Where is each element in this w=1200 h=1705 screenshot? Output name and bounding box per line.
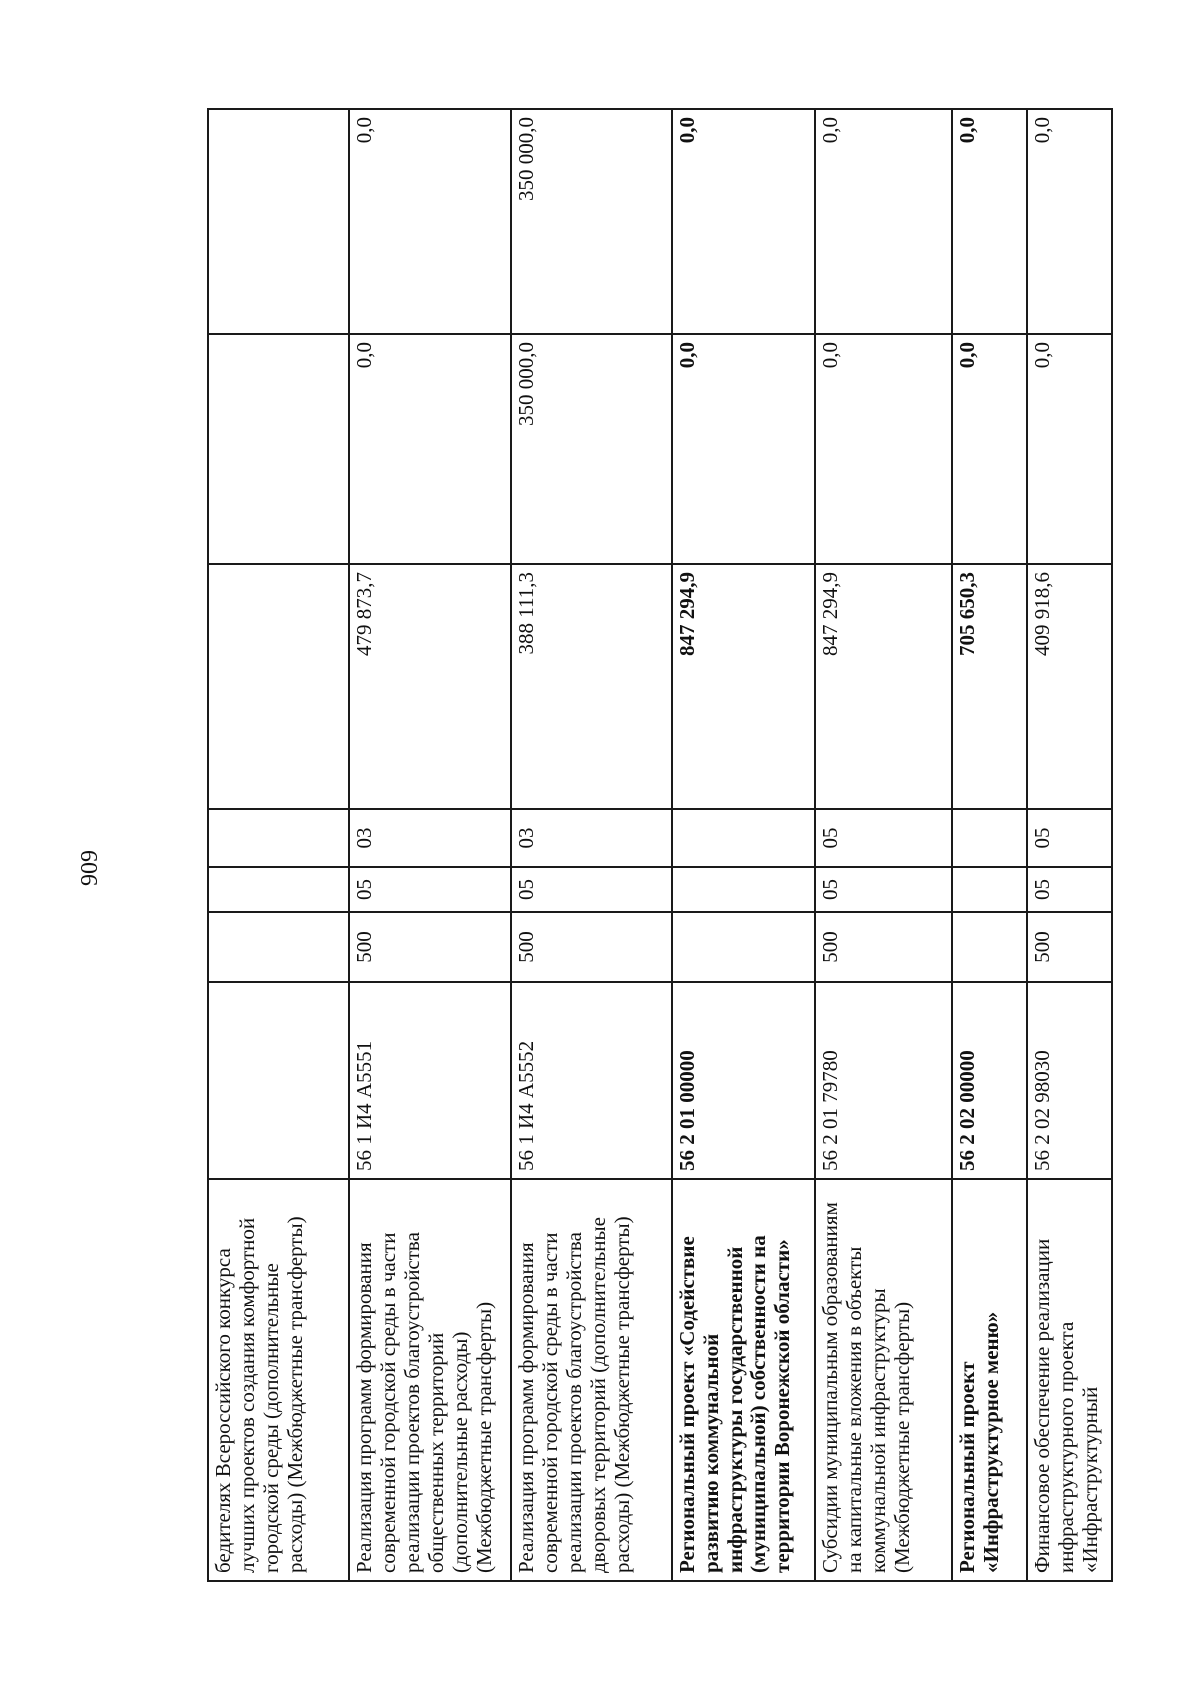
cell-pr: 03	[511, 809, 671, 867]
cell-sum-3: 0,0	[815, 109, 952, 334]
cell-sum-3: 350 000,0	[511, 109, 671, 334]
cell-csr: 56 2 01 00000	[672, 982, 815, 1179]
table-row	[672, 109, 815, 1581]
table-row	[1027, 109, 1112, 1581]
cell-description: Региональный проект «Инфраструктурное меню»	[952, 1179, 1027, 1581]
cell-vr: 500	[1027, 912, 1112, 982]
cell-sum-1: 847 294,9	[672, 564, 815, 809]
budget-table-rotated	[207, 110, 1113, 1582]
table-row	[815, 109, 952, 1581]
cell-csr: 56 2 02 00000	[952, 982, 1027, 1179]
cell-rz: 05	[1027, 867, 1112, 912]
cell-pr: 05	[815, 809, 952, 867]
cell-sum-2: 0,0	[672, 334, 815, 564]
cell-csr: 56 1 И4 А5551	[349, 982, 511, 1179]
cell-description: Реализация программ формирования современной городской среды в части реализации проектов благоустройства дворовых территорий (дополнительные расходы) (Межбюджетные трансферты)	[511, 1179, 671, 1581]
cell-rz	[672, 867, 815, 912]
cell-description: бедителях Всероссийского конкурса лучших проектов создания комфортной городской среды (дополнительные расходы) (Межбюджетные трансферты)	[208, 1179, 349, 1581]
cell-vr: 500	[511, 912, 671, 982]
cell-rz: 05	[815, 867, 952, 912]
cell-csr: 56 2 02 98030	[1027, 982, 1112, 1179]
cell-sum-1: 388 111,3	[511, 564, 671, 809]
cell-description: Региональный проект «Содействие развитию коммунальной инфраструктуры государственной (муниципальной) собственности на территории Воронежской области»	[672, 1179, 815, 1581]
cell-sum-1: 705 650,3	[952, 564, 1027, 809]
cell-rz: 05	[349, 867, 511, 912]
cell-sum-3	[208, 109, 349, 334]
cell-vr	[208, 912, 349, 982]
cell-csr	[208, 982, 349, 1179]
cell-sum-2: 0,0	[815, 334, 952, 564]
cell-csr: 56 2 01 79780	[815, 982, 952, 1179]
cell-sum-1: 847 294,9	[815, 564, 952, 809]
cell-sum-2: 0,0	[349, 334, 511, 564]
cell-sum-3: 0,0	[952, 109, 1027, 334]
table-row	[349, 109, 511, 1581]
cell-description: Субсидии муниципальным образованиям на капитальные вложения в объекты коммунальной инфраструктуры (Межбюджетные трансферты)	[815, 1179, 952, 1581]
cell-sum-3: 0,0	[1027, 109, 1112, 334]
cell-vr: 500	[815, 912, 952, 982]
cell-sum-2: 0,0	[952, 334, 1027, 564]
cell-rz	[208, 867, 349, 912]
table-row	[208, 109, 349, 1581]
table-row	[511, 109, 671, 1581]
cell-sum-1: 479 873,7	[349, 564, 511, 809]
page-number: 909	[77, 850, 103, 886]
table-row	[952, 109, 1027, 1581]
cell-sum-1	[208, 564, 349, 809]
cell-vr	[672, 912, 815, 982]
cell-sum-1: 409 918,6	[1027, 564, 1112, 809]
cell-vr: 500	[349, 912, 511, 982]
cell-sum-2: 350 000,0	[511, 334, 671, 564]
cell-pr	[952, 809, 1027, 867]
budget-table	[207, 108, 1113, 1582]
cell-description: Финансовое обеспечение реализации инфраструктурного проекта «Инфраструктурный	[1027, 1179, 1112, 1581]
cell-sum-3: 0,0	[349, 109, 511, 334]
cell-rz	[952, 867, 1027, 912]
cell-description: Реализация программ формирования современной городской среды в части реализации проектов благоустройства общественных территорий (дополнительные расходы) (Межбюджетные трансферты)	[349, 1179, 511, 1581]
cell-csr: 56 1 И4 А5552	[511, 982, 671, 1179]
cell-sum-3: 0,0	[672, 109, 815, 334]
cell-pr	[672, 809, 815, 867]
cell-sum-2	[208, 334, 349, 564]
cell-pr: 05	[1027, 809, 1112, 867]
cell-vr	[952, 912, 1027, 982]
cell-sum-2: 0,0	[1027, 334, 1112, 564]
cell-pr	[208, 809, 349, 867]
cell-pr: 03	[349, 809, 511, 867]
cell-rz: 05	[511, 867, 671, 912]
